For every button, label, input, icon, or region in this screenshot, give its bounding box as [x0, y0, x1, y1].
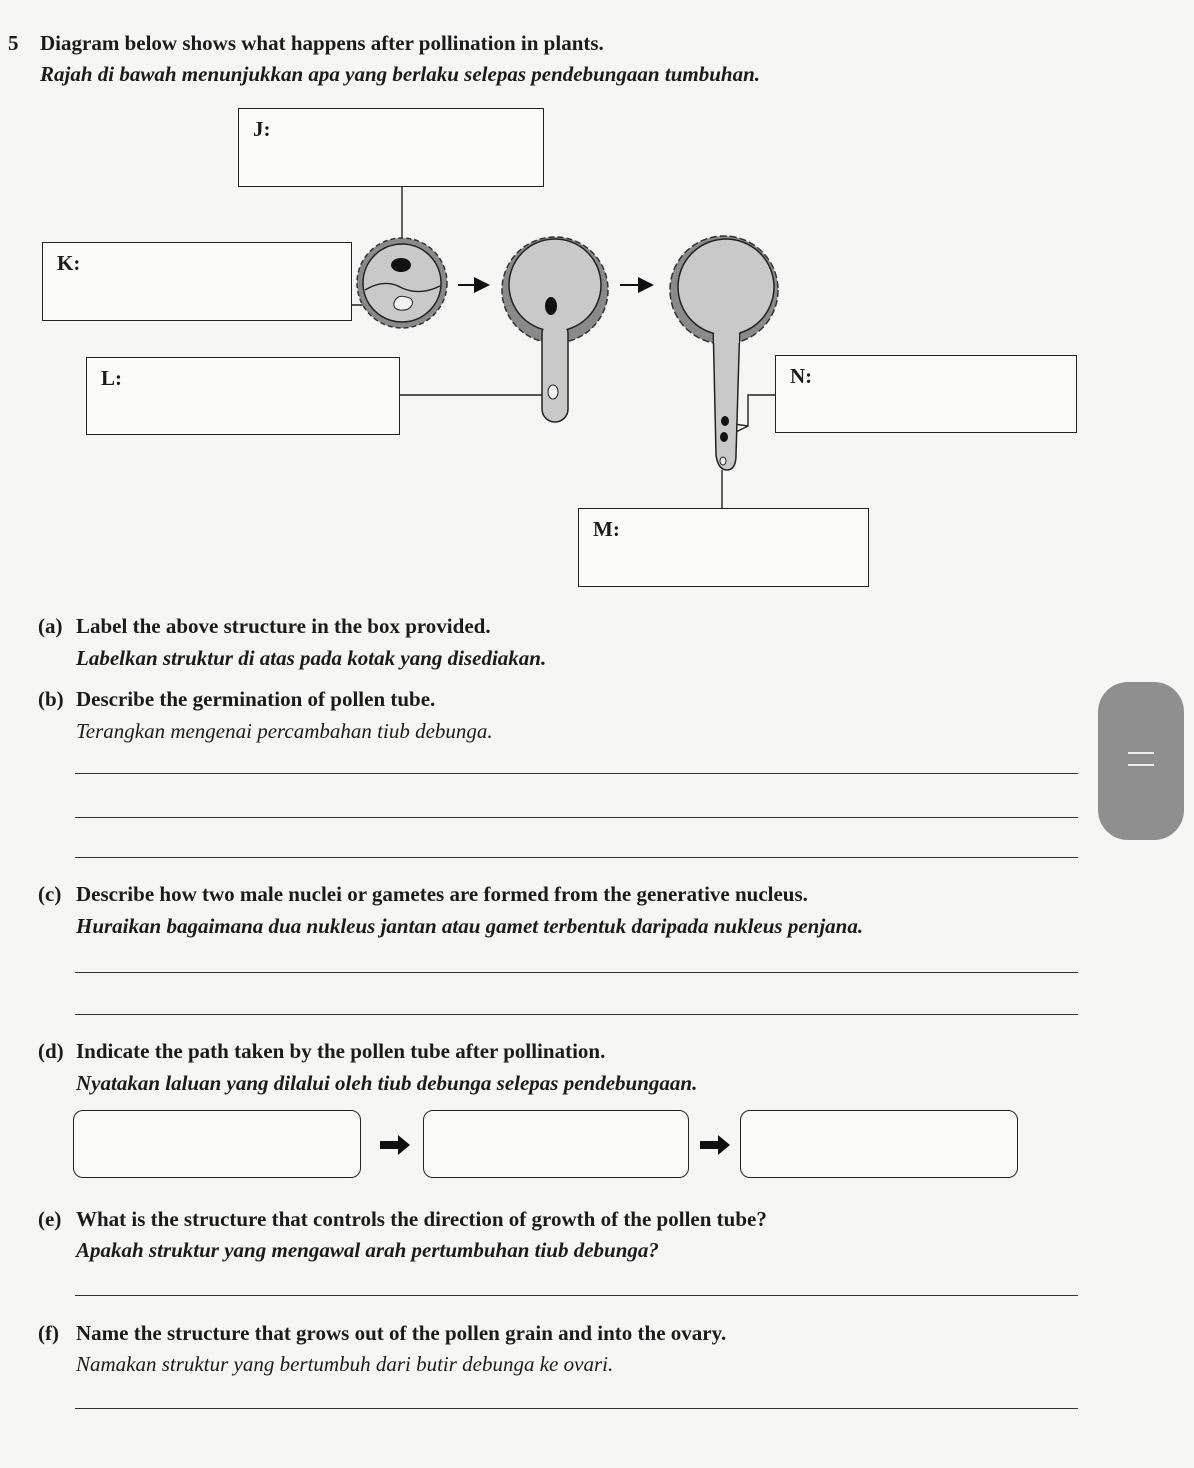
part-a-letter: (a): [38, 614, 63, 638]
label-j: J:: [253, 117, 271, 141]
label-k: K:: [57, 251, 81, 275]
grip-icon: [1128, 764, 1154, 766]
part-c-ms: Huraikan bagaimana dua nukleus jantan atau gamet terbentuk daripada nukleus penjana.: [76, 914, 864, 938]
answer-line-b3[interactable]: [75, 857, 1078, 858]
arrow-right-icon: [380, 1135, 410, 1155]
path-answer-box-1[interactable]: [73, 1110, 361, 1178]
answer-line-b2[interactable]: [75, 817, 1078, 818]
pollen-tube-grain-icon: [670, 236, 778, 470]
label-m: M:: [593, 517, 620, 541]
path-answer-box-2[interactable]: [423, 1110, 689, 1178]
answer-line-c2[interactable]: [75, 1014, 1078, 1015]
part-c-letter: (c): [38, 882, 62, 906]
label-n: N:: [790, 364, 813, 388]
part-e-letter: (e): [38, 1207, 62, 1231]
part-b-letter: (b): [38, 687, 64, 711]
part-e-en: What is the structure that controls the direction of growth of the pollen tube?: [76, 1207, 767, 1231]
label-l: L:: [101, 366, 122, 390]
question-number: 5: [8, 31, 19, 55]
scroll-handle[interactable]: [1098, 682, 1184, 840]
germinating-pollen-grain-icon: [502, 237, 608, 422]
pollen-drawings: [0, 0, 1194, 600]
pollen-grain-icon: [357, 238, 447, 328]
generative-nucleus-icon: [391, 258, 411, 272]
part-a-ms: Labelkan struktur di atas pada kotak yang disediakan.: [76, 646, 547, 670]
part-b-en: Describe the germination of pollen tube.: [76, 687, 436, 711]
part-f-letter: (f): [38, 1321, 59, 1345]
part-a-en: Label the above structure in the box provided.: [76, 614, 491, 638]
path-answer-box-3[interactable]: [740, 1110, 1018, 1178]
part-b-ms: Terangkan mengenai percambahan tiub debunga.: [76, 719, 493, 743]
part-d-ms: Nyatakan laluan yang dilalui oleh tiub debunga selepas pendebungaan.: [76, 1071, 698, 1095]
part-f-ms: Namakan struktur yang bertumbuh dari butir debunga ke ovari.: [76, 1352, 614, 1376]
part-d-letter: (d): [38, 1039, 64, 1063]
part-c-en: Describe how two male nuclei or gametes are formed from the generative nucleus.: [76, 882, 808, 906]
grip-icon: [1128, 752, 1154, 754]
answer-line-f[interactable]: [75, 1408, 1078, 1409]
question-intro-en: Diagram below shows what happens after pollination in plants.: [40, 31, 604, 55]
part-d-en: Indicate the path taken by the pollen tube after pollination.: [76, 1039, 606, 1063]
answer-line-c1[interactable]: [75, 972, 1078, 973]
part-e-ms: Apakah struktur yang mengawal arah pertumbuhan tiub debunga?: [76, 1238, 659, 1262]
part-f-en: Name the structure that grows out of the pollen grain and into the ovary.: [76, 1321, 727, 1345]
tube-nucleus-icon: [394, 296, 413, 310]
answer-line-e[interactable]: [75, 1295, 1078, 1296]
question-intro-ms: Rajah di bawah menunjukkan apa yang berlaku selepas pendebungaan tumbuhan.: [40, 62, 760, 86]
answer-line-b1[interactable]: [75, 773, 1078, 774]
arrow-right-icon: [700, 1135, 730, 1155]
